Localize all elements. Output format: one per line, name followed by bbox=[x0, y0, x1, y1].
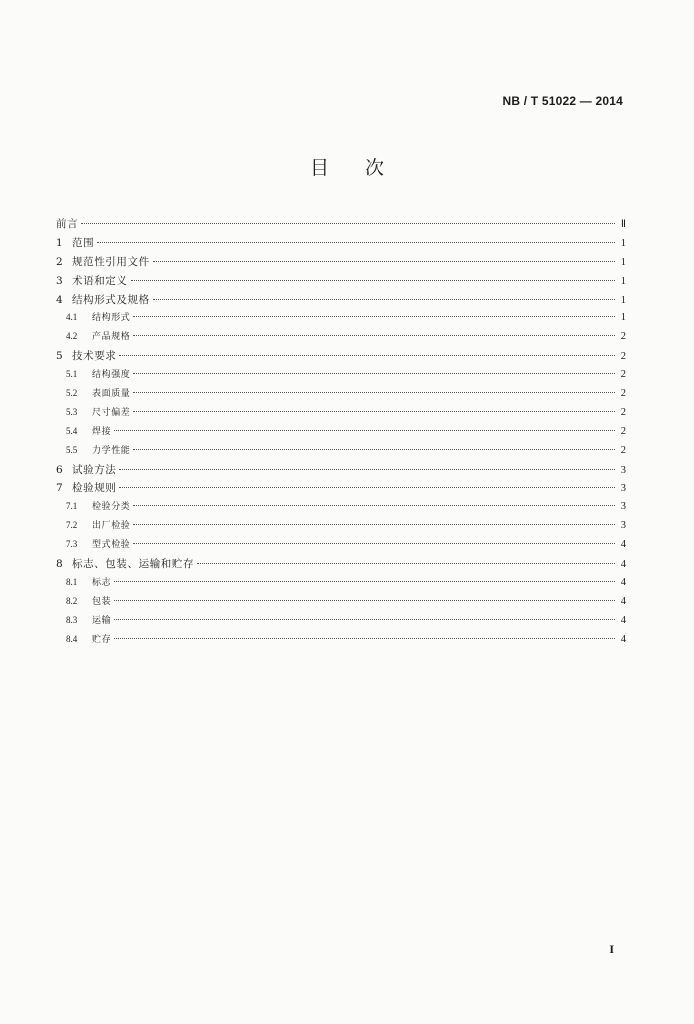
toc-leader-dots bbox=[133, 335, 615, 336]
toc-entry-number: 5.4 bbox=[66, 425, 78, 436]
toc-entry-label: 试验方法 bbox=[72, 463, 117, 476]
toc-entry-number: 7.1 bbox=[66, 501, 78, 512]
toc-entry-page: 2 bbox=[620, 369, 626, 381]
toc-entry-label: 检验规则 bbox=[72, 482, 117, 495]
toc-leader-dots bbox=[81, 223, 615, 224]
toc-entry[interactable] bbox=[56, 386, 626, 405]
toc-entry[interactable] bbox=[56, 556, 626, 575]
document-code: NB / T 51022 — 2014 bbox=[502, 94, 623, 108]
toc-leader-dots bbox=[133, 373, 615, 374]
toc-entry-label: 规范性引用文件 bbox=[72, 255, 150, 268]
toc-entry-page: 4 bbox=[620, 633, 626, 645]
toc-entry-label: 结构形式 bbox=[92, 313, 131, 324]
toc-entry-label: 标志 bbox=[92, 577, 112, 588]
toc-leader-dots bbox=[133, 543, 615, 544]
toc-entry-page: 3 bbox=[620, 520, 626, 532]
toc-entry-page: 2 bbox=[620, 331, 626, 343]
toc-entry-page: 4 bbox=[620, 595, 626, 607]
toc-leader-dots bbox=[133, 449, 615, 450]
toc-entry-number: 8.2 bbox=[66, 595, 78, 606]
toc-leader-dots bbox=[114, 600, 615, 601]
toc-entry-number: 1 bbox=[56, 236, 63, 249]
toc-entry-page: 4 bbox=[620, 539, 626, 551]
toc-entry-label: 表面质量 bbox=[92, 389, 131, 400]
toc-entry-label: 结构形式及规格 bbox=[72, 293, 150, 306]
toc-entry[interactable] bbox=[56, 367, 626, 386]
toc-entry-page: 2 bbox=[620, 351, 626, 363]
toc-entry[interactable] bbox=[56, 462, 626, 481]
toc-entry-label: 术语和定义 bbox=[72, 274, 128, 287]
toc-entry[interactable] bbox=[56, 632, 626, 651]
toc-entry-label: 贮存 bbox=[92, 634, 112, 645]
toc-leader-dots bbox=[114, 619, 615, 620]
toc-entry-number: 8.4 bbox=[66, 633, 78, 644]
toc-entry-number: 5 bbox=[56, 350, 63, 363]
toc-entry[interactable] bbox=[56, 424, 626, 443]
toc-entry-number: 7.3 bbox=[66, 539, 78, 550]
toc-entry[interactable] bbox=[56, 518, 626, 537]
toc-entry-page: 1 bbox=[620, 294, 626, 306]
toc-entry-label: 力学性能 bbox=[92, 445, 131, 456]
toc-entry-page: 1 bbox=[620, 237, 626, 249]
toc-leader-dots bbox=[114, 430, 615, 431]
toc-leader-dots bbox=[133, 524, 615, 525]
toc-entry-label: 尺寸偏差 bbox=[92, 407, 131, 418]
toc-entry-page: 1 bbox=[620, 275, 626, 287]
toc-entry-number: 4.2 bbox=[66, 331, 78, 342]
toc-entry-number: 3 bbox=[56, 274, 63, 287]
toc-entry-label: 焊接 bbox=[92, 426, 112, 437]
toc-entry[interactable] bbox=[56, 348, 626, 367]
toc-entry[interactable] bbox=[56, 216, 626, 235]
toc-entry-page: 4 bbox=[620, 614, 626, 626]
toc-entry-page: 2 bbox=[620, 425, 626, 437]
toc-entry-number: 6 bbox=[56, 463, 63, 476]
toc-entry-page: 2 bbox=[620, 406, 626, 418]
toc-entry-label: 产品规格 bbox=[92, 332, 131, 343]
toc-leader-dots bbox=[197, 563, 615, 564]
toc-entry-number: 5.1 bbox=[66, 369, 78, 380]
toc-entry-number: 8 bbox=[56, 558, 63, 571]
toc-entry-label: 检验分类 bbox=[92, 502, 131, 513]
toc-entry-page: 2 bbox=[620, 388, 626, 400]
toc-entry-page: 1 bbox=[620, 256, 626, 268]
toc-entry-number: 8.1 bbox=[66, 576, 78, 587]
toc-entry-page: 1 bbox=[620, 312, 626, 324]
toc-leader-dots bbox=[114, 581, 615, 582]
toc-entry[interactable] bbox=[56, 310, 626, 329]
toc-entry-number: 2 bbox=[56, 255, 63, 268]
toc-entry-page: 4 bbox=[620, 576, 626, 588]
toc-entry-number: 7.2 bbox=[66, 520, 78, 531]
toc-leader-dots bbox=[97, 242, 615, 243]
toc-entry-page: 2 bbox=[620, 444, 626, 456]
toc-entry-number: 4.1 bbox=[66, 312, 78, 323]
toc-entry-label: 技术要求 bbox=[72, 350, 117, 363]
table-of-contents bbox=[56, 216, 626, 650]
page-title: 目次 bbox=[309, 157, 420, 179]
toc-entry[interactable] bbox=[56, 480, 626, 499]
toc-entry-label: 包装 bbox=[92, 596, 112, 607]
toc-entry-page: 3 bbox=[620, 464, 626, 476]
toc-leader-dots bbox=[133, 505, 615, 506]
toc-entry-number: 5.2 bbox=[66, 388, 78, 399]
toc-entry-number: 8.3 bbox=[66, 614, 78, 625]
toc-entry-page: 3 bbox=[620, 483, 626, 495]
toc-entry-label: 标志、包装、运输和贮存 bbox=[72, 558, 195, 571]
toc-entry-label: 前言 bbox=[56, 218, 79, 230]
toc-leader-dots bbox=[119, 355, 615, 356]
toc-entry-label: 出厂检验 bbox=[92, 521, 131, 532]
toc-entry[interactable] bbox=[56, 254, 626, 273]
toc-leader-dots bbox=[133, 392, 615, 393]
toc-leader-dots bbox=[153, 299, 615, 300]
toc-entry-number: 7 bbox=[56, 482, 63, 495]
toc-leader-dots bbox=[119, 469, 615, 470]
toc-leader-dots bbox=[114, 638, 615, 639]
toc-entry[interactable] bbox=[56, 499, 626, 518]
toc-entry[interactable] bbox=[56, 537, 626, 556]
toc-entry[interactable] bbox=[56, 443, 626, 462]
toc-entry[interactable] bbox=[56, 405, 626, 424]
toc-entry[interactable] bbox=[56, 273, 626, 292]
toc-entry[interactable] bbox=[56, 613, 626, 632]
toc-entry-page: 3 bbox=[620, 501, 626, 513]
toc-leader-dots bbox=[131, 280, 616, 281]
toc-leader-dots bbox=[133, 316, 615, 317]
toc-leader-dots bbox=[133, 411, 615, 412]
toc-entry-label: 结构强度 bbox=[92, 370, 131, 381]
toc-entry[interactable] bbox=[56, 235, 626, 254]
toc-entry[interactable] bbox=[56, 575, 626, 594]
toc-entry-number: 5.3 bbox=[66, 406, 78, 417]
toc-entry-label: 范围 bbox=[72, 236, 95, 249]
toc-entry-label: 型式检验 bbox=[92, 540, 131, 551]
toc-leader-dots bbox=[119, 487, 615, 488]
toc-entry[interactable] bbox=[56, 292, 626, 311]
toc-entry-number: 5.5 bbox=[66, 444, 78, 455]
toc-entry-page: 4 bbox=[620, 559, 626, 571]
toc-entry[interactable] bbox=[56, 594, 626, 613]
toc-entry-number: 4 bbox=[56, 293, 63, 306]
toc-leader-dots bbox=[153, 261, 615, 262]
toc-entry[interactable] bbox=[56, 329, 626, 348]
toc-entry-page: Ⅱ bbox=[620, 219, 626, 230]
page-number: I bbox=[609, 942, 614, 956]
toc-entry-label: 运输 bbox=[92, 615, 112, 626]
